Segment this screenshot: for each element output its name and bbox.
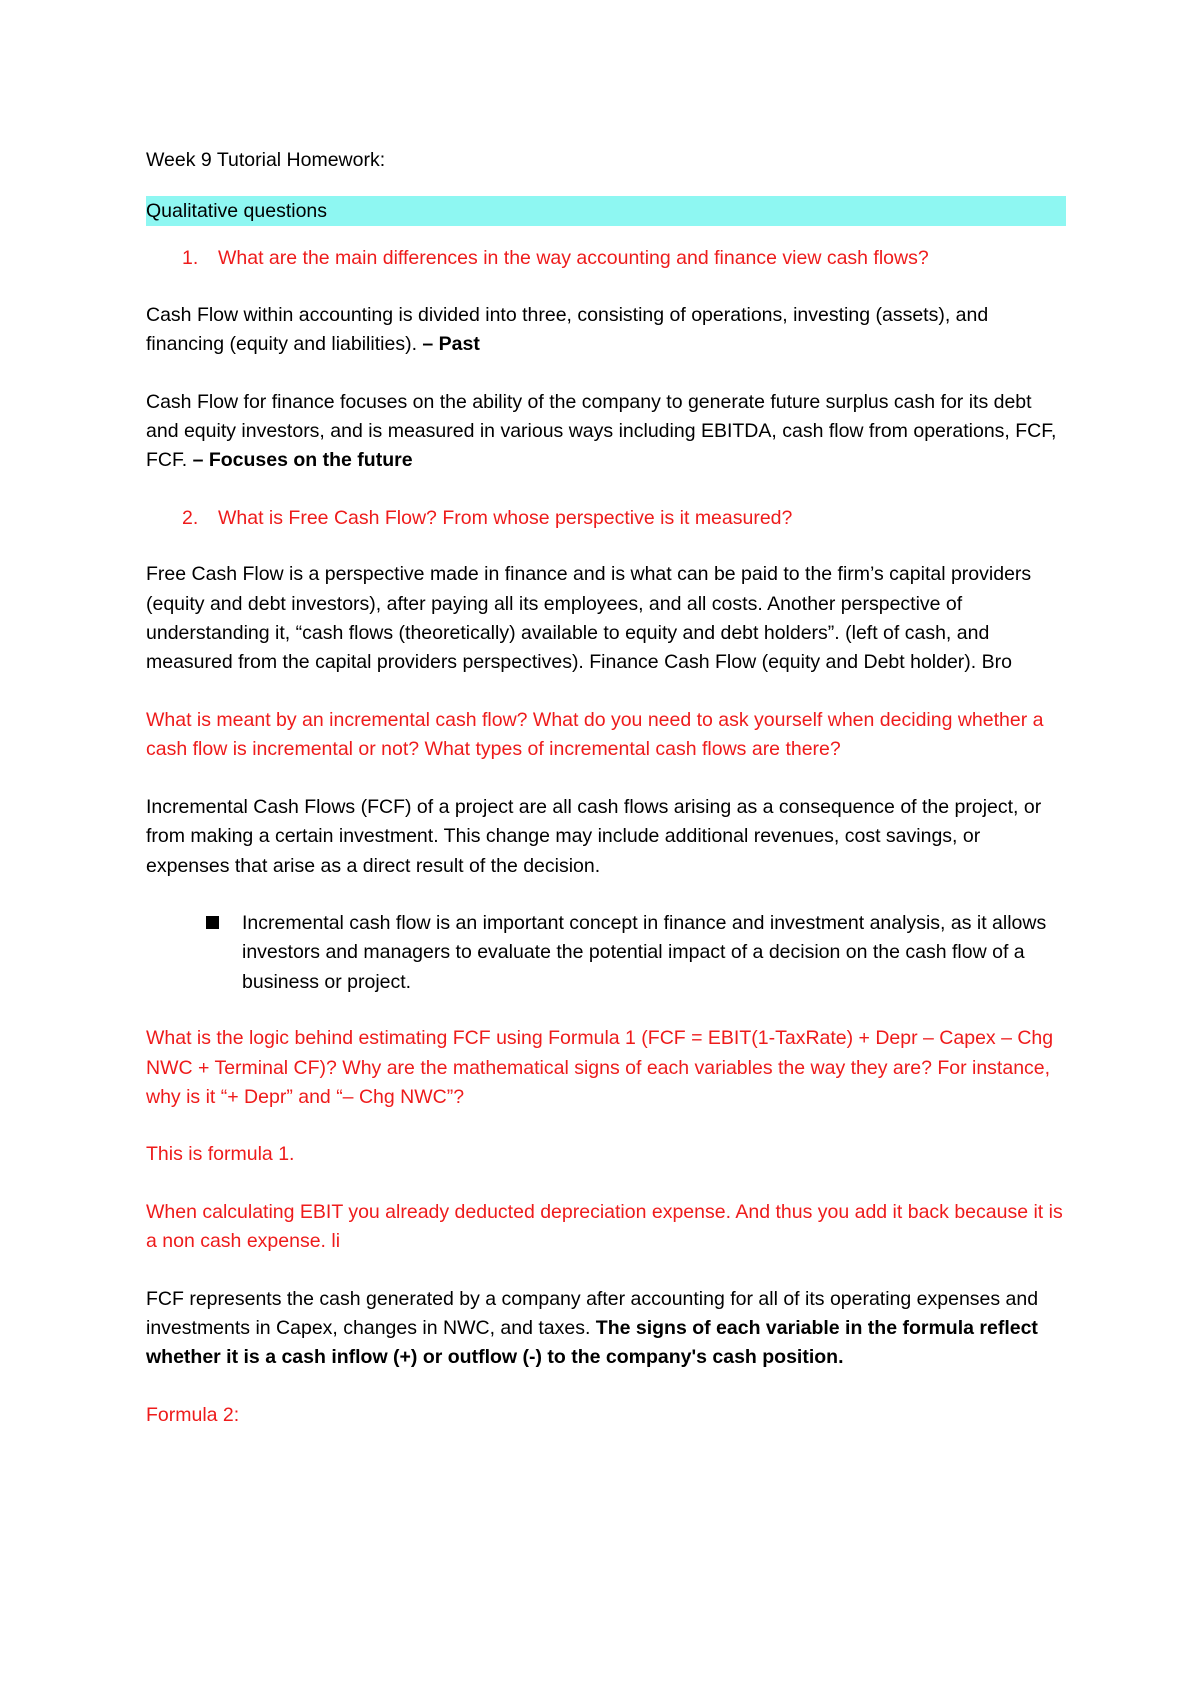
answer-1-paragraph-1 <box>146 301 1066 360</box>
question-1 <box>182 244 1066 273</box>
answer-4-paragraph-emphasis: The signs of each variable in the formula reflect whether it is a cash inflow (+) or outflow (-) to the company's cash position. <box>146 1316 1038 1369</box>
question-3: What is meant by an incremental cash flow? What do you need to ask yourself when deciding whether a cash flow is incremental or not? What types of incremental cash flows are there? <box>146 708 1044 761</box>
answer-4-paragraph-text: FCF represents the cash generated by a company after accounting for all of its operating expenses and investments in Capex, changes in NWC, and taxes. <box>146 1287 1039 1339</box>
answer-1-paragraph-1-text: Cash Flow within accounting is divided into three, consisting of operations, investing (assets), and financing (equity and liabilities). <box>146 303 989 356</box>
answer-3-bullet-text: Incremental cash flow is an important concept in finance and investment analysis, as it allows investors and managers to evaluate the potential impact of a decision on the cash flow of a business or project. <box>242 911 1047 993</box>
question-1-text: What are the main differences in the way accounting and finance view cash flows? <box>218 247 929 270</box>
answer-2: Free Cash Flow is a perspective made in finance and is what can be paid to the firm’s capital providers (equity and debt investors), after paying all its employees, and all costs. Another perspective of understanding it, “cash flows (theoretically) available to equity and debt holders”. (left of cash, and measured from the capital providers perspectives). Finance Cash Flow (equity and Debt holder). Bro <box>146 563 1032 674</box>
answer-3-bullet <box>204 909 1066 997</box>
document-title: Week 9 Tutorial Homework: <box>146 149 386 171</box>
question-1-number: 1. <box>182 247 199 270</box>
question-2-number: 2. <box>182 506 199 529</box>
answer-4-note-1: This is formula 1. <box>146 1143 295 1166</box>
answer-1-paragraph-2-text: Cash Flow for finance focuses on the ability of the company to generate future surplus cash for its debt and equity investors, and is measured in various ways including EBITDA, cash flow from operations, FCF, FCF. <box>146 390 1057 472</box>
document-page <box>146 146 1066 1458</box>
answer-4-note-2: When calculating EBIT you already deducted depreciation expense. And thus you add it back because it is a non cash expense. li <box>146 1200 1063 1253</box>
formula-2-heading: Formula 2: <box>146 1403 240 1426</box>
question-2-text: What is Free Cash Flow? From whose perspective is it measured? <box>218 506 793 529</box>
question-2 <box>182 504 1066 533</box>
answer-4-paragraph <box>146 1285 1066 1373</box>
answer-1-paragraph-2 <box>146 388 1066 476</box>
square-bullet-icon <box>204 909 242 997</box>
answer-1-paragraph-1-emphasis: – Past <box>422 333 480 356</box>
answer-3: Incremental Cash Flows (FCF) of a project are all cash flows arising as a consequence of the project, or from making a certain investment. This change may include additional revenues, cost savings, or expenses that arise as a direct result of the decision. <box>146 795 1042 877</box>
question-4: What is the logic behind estimating FCF using Formula 1 (FCF = EBIT(1-TaxRate) + Depr – Capex – Chg NWC + Terminal CF)? Why are the mathematical signs of each variables the way they are? For instance, why is it “+ Depr” and “– Chg NWC”? <box>146 1027 1054 1108</box>
answer-1-paragraph-2-emphasis: – Focuses on the future <box>192 449 413 472</box>
section-heading-qualitative: Qualitative questions <box>146 196 1066 226</box>
